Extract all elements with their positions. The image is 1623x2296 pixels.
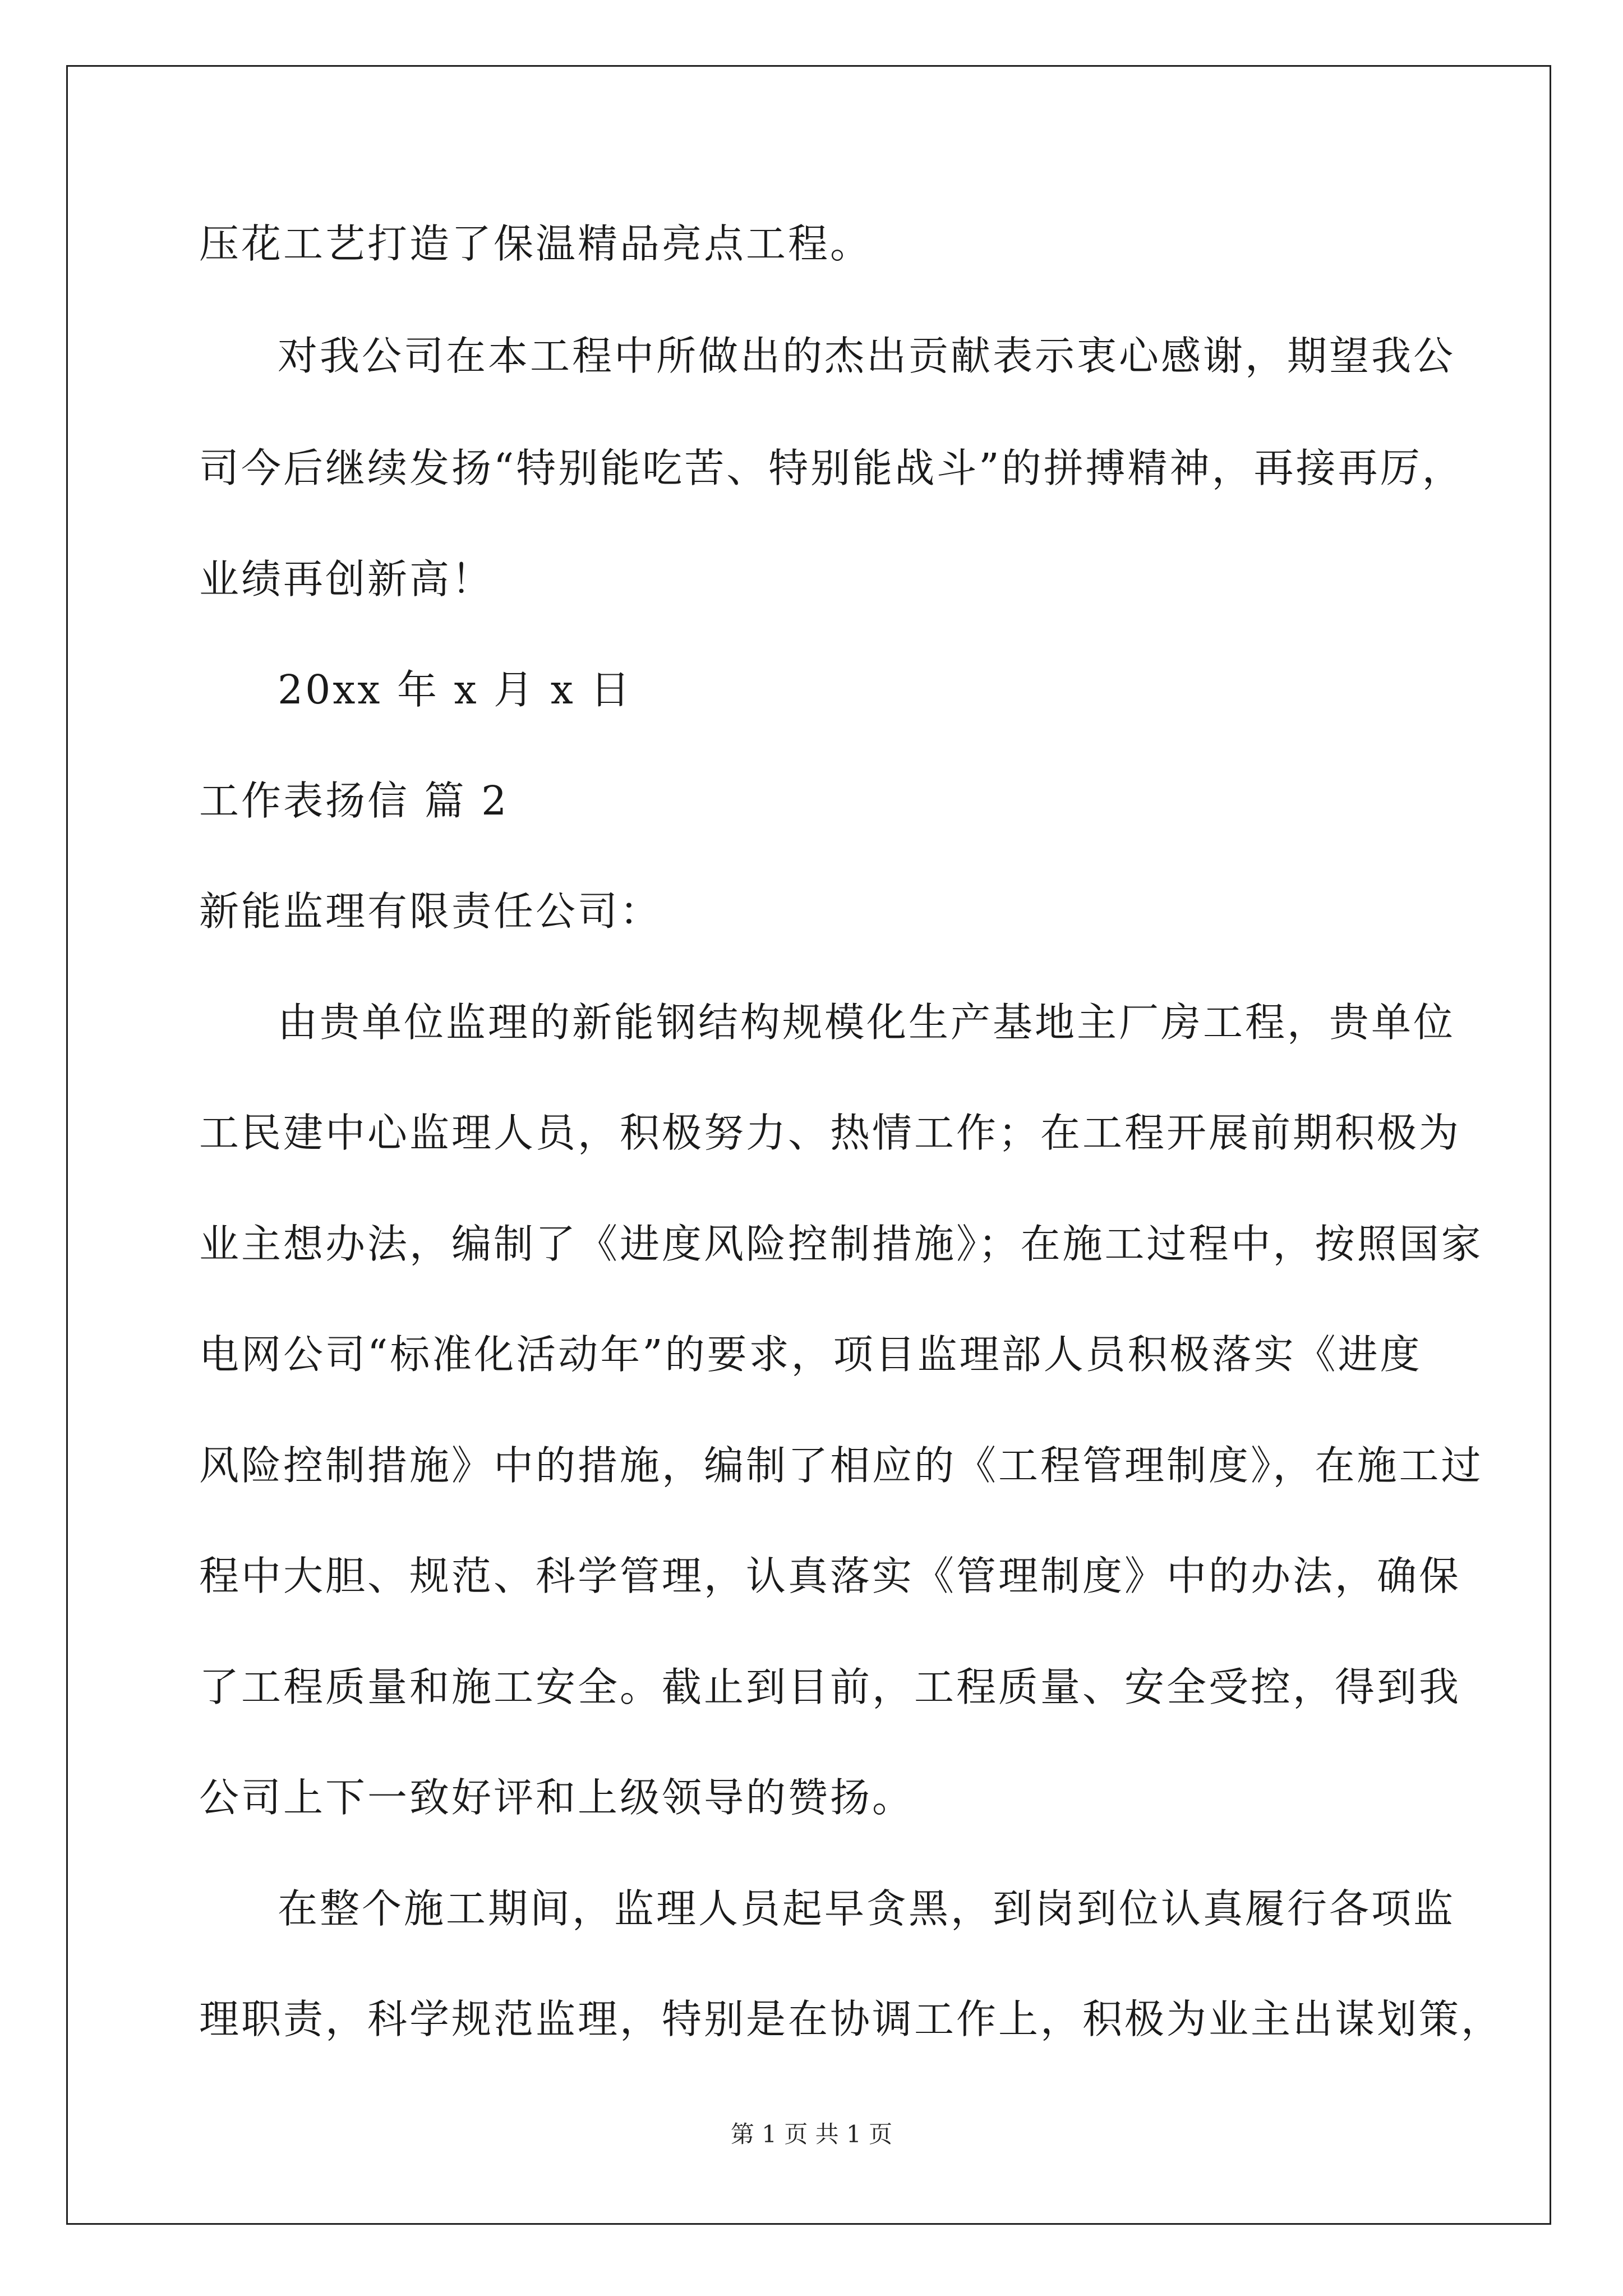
text-line: 风险控制措施》中的措施，编制了相应的《工程管理制度》，在施工过 xyxy=(199,1442,1483,1489)
paragraph-start-line: 由贵单位监理的新能钢结构规模化生产基地主厂房工程，贵单位 xyxy=(278,999,1456,1046)
paragraph-start-line: 在整个施工期间，监理人员起早贪黑，到岗到位认真履行各项监 xyxy=(278,1885,1456,1932)
text-line: 压花工艺打造了保温精品亮点工程。 xyxy=(199,220,873,267)
date-line: 20xx 年 x 月 x 日 xyxy=(278,666,633,713)
text-line: 公司上下一致好评和上级领导的赞扬。 xyxy=(199,1774,915,1821)
text-line: 业绩再创新高！ xyxy=(199,556,494,602)
text-line: 电网公司“标准化活动年”的要求，项目监理部人员积极落实《进度 xyxy=(199,1331,1422,1378)
text-line: 程中大胆、规范、科学管理，认真落实《管理制度》中的办法，确保 xyxy=(199,1553,1461,1599)
text-line: 工民建中心监理人员，积极努力、热情工作；在工程开展前期积极为 xyxy=(199,1110,1461,1156)
text-line: 了工程质量和施工安全。截止到目前，工程质量、安全受控，得到我 xyxy=(199,1664,1461,1710)
salutation: 新能监理有限责任公司： xyxy=(199,888,662,935)
text-line: 理职责，科学规范监理，特别是在协调工作上，积极为业主出谋划策， xyxy=(199,1996,1504,2042)
text-line: 司今后继续发扬“特别能吃苦、特别能战斗”的拼搏精神，再接再厉， xyxy=(199,445,1464,491)
page-number: 第 1 页 共 1 页 xyxy=(730,2120,893,2148)
text-line: 业主想办法，编制了《进度风险控制措施》；在施工过程中，按照国家 xyxy=(199,1221,1483,1267)
paragraph-start-line: 对我公司在本工程中所做出的杰出贡献表示衷心感谢，期望我公 xyxy=(278,333,1456,379)
section-heading: 工作表扬信 篇 2 xyxy=(199,777,509,824)
